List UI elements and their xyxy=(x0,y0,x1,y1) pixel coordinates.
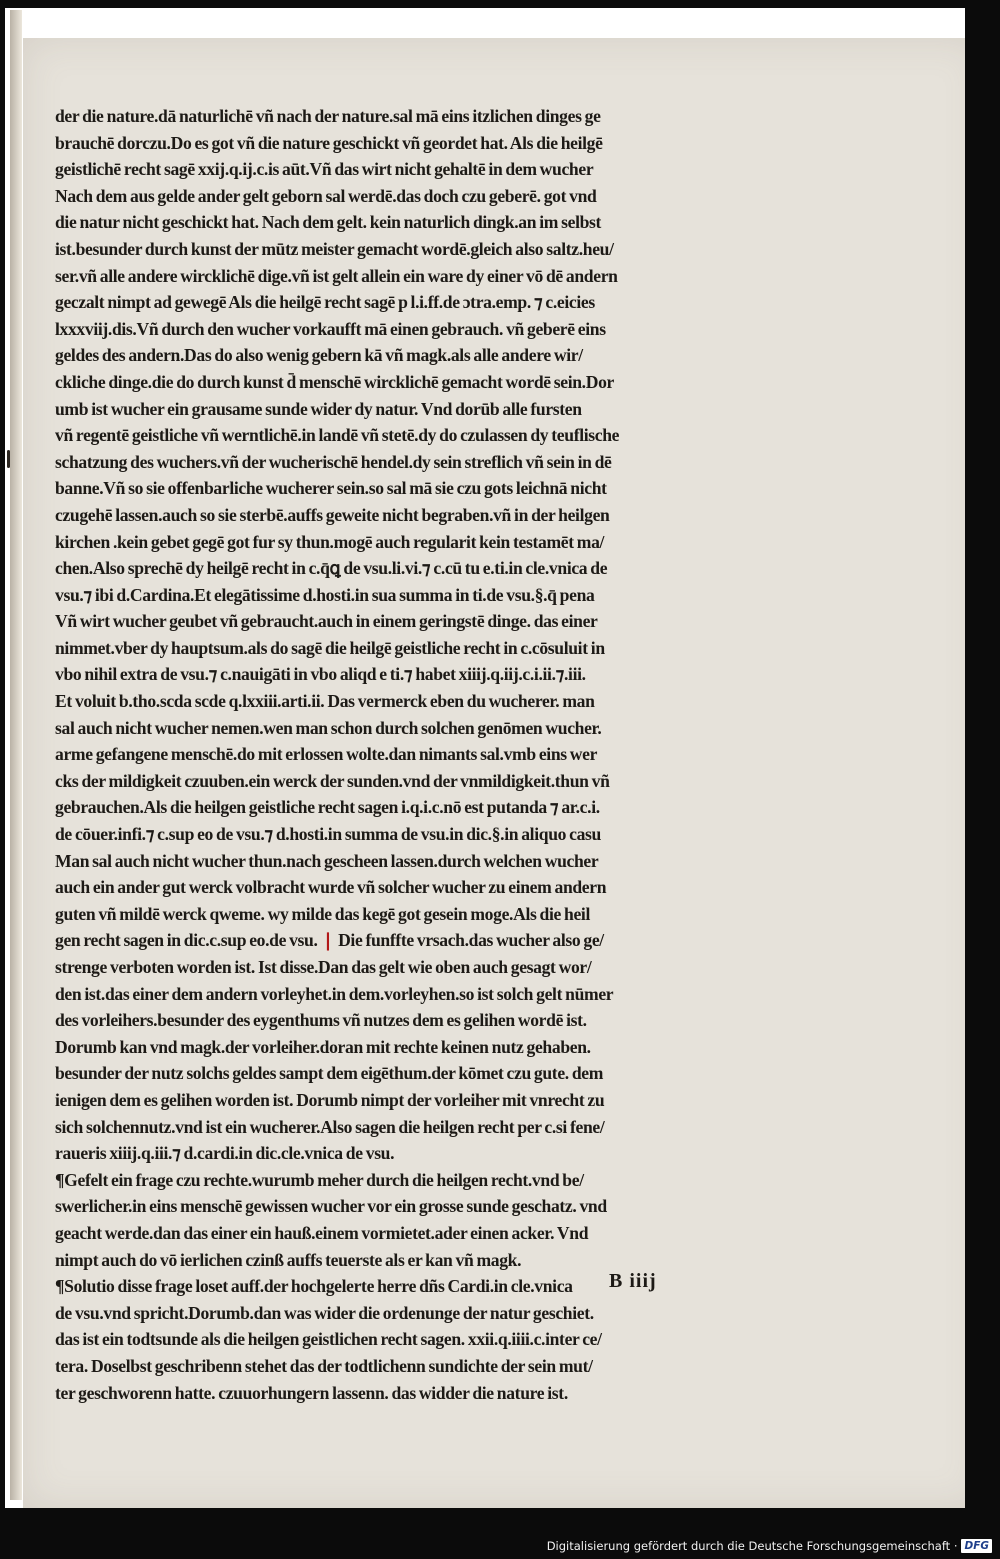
funding-text: Digitalisierung gefördert durch die Deutsche Forschungsgemeinschaft · xyxy=(546,1539,958,1553)
text-line xyxy=(55,927,800,954)
text-line: nimpt auch do vō ierlichen czinß auffs teuerste als er kan vñ magk. xyxy=(55,1249,522,1270)
text-line: kirchen .kein gebet gegē got fur sy thun.mogē auch regularit kein testamēt ma/ xyxy=(55,531,605,552)
text-line: de cōuer.infi.⁊ c.sup eo de vsu.⁊ d.hosti.in summa de vsu.in dic.§.in aliquo casu xyxy=(55,824,601,845)
text-line: ist.besunder durch kunst der mūtz meister gemacht wordē.gleich also saltz.heu/ xyxy=(55,238,614,259)
text-line: Nach dem aus gelde ander gelt geborn sal werdē.das doch czu geberē. got vnd xyxy=(55,185,597,206)
footer-credit xyxy=(547,1539,992,1553)
text-line: Man sal auch nicht wucher thun.nach gescheen lassen.durch welchen wucher xyxy=(55,850,599,871)
margin-mark xyxy=(7,450,10,468)
text-line: chen.Also sprechē dy heilgē recht in c.q̄ꝗ de vsu.li.vi.⁊ c.cū tu e.ti.in cle.vnica de xyxy=(55,558,608,579)
text-line: strenge verboten worden ist. Ist disse.Dan das gelt wie oben auch gesagt wor/ xyxy=(55,957,592,977)
text-line: das ist ein todtsunde als die heilgen geistlichen recht sagen. xxii.q.iiii.c.inter ce/ xyxy=(55,1329,602,1350)
text-line: umb ist wucher ein grausame sunde wider dy natur. Vnd dorūb alle fursten xyxy=(55,398,582,419)
text-line: ter geschworenn hatte. czuuorhungern lassenn. das widder die nature ist. xyxy=(55,1382,568,1403)
page-edge xyxy=(10,10,22,1500)
text-line: geczalt nimpt ad gewegē Als die heilgē recht sagē p l.i.ff.de ɔtra.emp. ⁊ c.eicies xyxy=(55,292,595,313)
text-line: ckliche dinge.die do durch kunst d̄ menschē wircklichē gemacht wordē sein.Dor xyxy=(55,371,614,392)
text-line: vsu.⁊ ibi d.Cardina.Et elegātissime d.hosti.in sua summa in ti.de vsu.§.q̄ pena xyxy=(55,584,595,605)
text-line: tera. Doselbst geschribenn stehet das der todtlichenn sundichte der sein mut/ xyxy=(55,1355,593,1376)
text-line: vñ regentē geistliche vñ werntlichē.in landē vñ stetē.dy do czulassen dy teuflische xyxy=(55,425,620,446)
text-line: sich solchennutz.vnd ist ein wucherer.Also sagen die heilgen recht per c.si fene/ xyxy=(55,1116,605,1137)
text-line: de vsu.vnd spricht.Dorumb.dan was wider die ordenunge der natur geschiet. xyxy=(55,1302,594,1323)
text-line: gebrauchen.Als die heilgen geistliche recht sagen i.q.i.c.nō est putanda ⁊ ar.c.i. xyxy=(55,797,600,818)
text-line: ser.vñ alle andere wircklichē dige.vñ ist gelt allein ein ware dy einer vō dē andern xyxy=(55,265,618,286)
text-line: ¶Solutio disse frage loset auff.der hochgelerte herre dñs Cardi.in cle.vnica xyxy=(55,1276,573,1297)
dfg-logo-icon: DFG xyxy=(961,1539,992,1553)
text-line: nimmet.vber dy hauptsum.als do sagē die heilgē geistliche recht in c.cōsuluit in xyxy=(55,637,605,658)
text-line: ¶Gefelt ein frage czu rechte.wurumb meher durch die heilgen recht.vnd be/ xyxy=(55,1169,584,1190)
text-line: czugehē lassen.auch so sie sterbē.auffs geweite nicht begraben.vñ in der heilgen xyxy=(55,504,610,525)
text-line: vbo nihil extra de vsu.⁊ c.nauigāti in vbo aliqd e ti.⁊ habet xiiij.q.iij.c.i.ii.⁊.iii. xyxy=(55,664,586,685)
text-segment: gen recht sagen in dic.c.sup eo.de vsu. xyxy=(55,930,318,951)
text-line: sal auch nicht wucher nemen.wen man schon durch solchen genōmen wucher. xyxy=(55,717,602,738)
text-line: die natur nicht geschickt hat. Nach dem gelt. kein naturlich dingk.an im selbst xyxy=(55,212,602,233)
text-line: geistlichē recht sagē xxij.q.ij.c.is aūt.Vñ das wirt nicht gehaltē in dem wucher xyxy=(55,159,594,180)
text-line: geldes des andern.Das do also wenig gebern kā vñ magk.als alle andere wir/ xyxy=(55,345,583,366)
text-line: raueris xiiij.q.iii.⁊ d.cardi.in dic.cle.vnica de vsu. xyxy=(55,1143,395,1164)
text-line: geacht werde.dan das einer ein hauß.einem vormietet.ader einen acker. Vnd xyxy=(55,1222,589,1243)
scanned-page xyxy=(5,8,965,1508)
text-line: der die nature.dā naturlichē vñ nach der nature.sal mā eins itzlichen dinges ge xyxy=(55,106,601,126)
signature-mark: B iiij xyxy=(609,1270,657,1292)
text-line: des vorleihers.besunder des eygenthums vñ nutzes dem es gelihen wordē ist. xyxy=(55,1010,587,1031)
text-line: arme gefangene menschē.do mit erlossen wolte.dan nimants sal.vmb eins wer xyxy=(55,744,598,765)
body-text xyxy=(55,103,800,1406)
text-line: brauchē dorczu.Do es got vñ die nature geschickt vñ geordet hat. Als die heilgē xyxy=(55,132,603,153)
text-line: Et voluit b.tho.scda scde q.lxxiii.arti.ii. Das vermerck eben du wucherer. man xyxy=(55,691,595,712)
text-line: besunder der nutz solchs geldes sampt dem eigēthum.der kōmet czu gute. dem xyxy=(55,1063,604,1084)
text-line: cks der mildigkeit czuuben.ein werck der sunden.vnd der vnmildigkeit.thun vñ xyxy=(55,770,610,791)
text-line: ienigen dem es gelihen worden ist. Dorumb nimpt der vorleiher mit vnrecht zu xyxy=(55,1089,605,1110)
text-line: schatzung des wuchers.vñ der wucherischē hendel.dy sein streflich vñ sein in dē xyxy=(55,451,612,472)
text-line: auch ein ander gut werck volbracht wurde vñ solcher wucher zu einem andern xyxy=(55,877,607,898)
text-line: banne.Vñ so sie offenbarliche wucherer sein.so sal mā sie czu gots leichnā nicht xyxy=(55,478,607,499)
text-line: Vñ wirt wucher geubet vñ gebraucht.auch in einem geringstē dinge. das einer xyxy=(55,611,598,632)
rubric-mark: ❘ xyxy=(320,930,335,951)
text-line: lxxxviij.dis.Vñ durch den wucher vorkaufft mā einen gebrauch. vñ geberē eins xyxy=(55,318,606,339)
text-line: den ist.das einer dem andern vorleyhet.in dem.vorleyhen.so ist solch gelt nūmer xyxy=(55,983,614,1004)
text-line: guten vñ mildē werck qweme. wy milde das kegē got gesein moge.Als die heil xyxy=(55,903,590,924)
text-line: Dorumb kan vnd magk.der vorleiher.doran mit rechte keinen nutz gehaben. xyxy=(55,1036,591,1057)
text-line: swerlicher.in eins menschē gewissen wucher vor ein grosse sunde geschatz. vnd xyxy=(55,1196,607,1217)
text-segment: Die funffte vrsach.das wucher also ge/ xyxy=(338,930,604,951)
